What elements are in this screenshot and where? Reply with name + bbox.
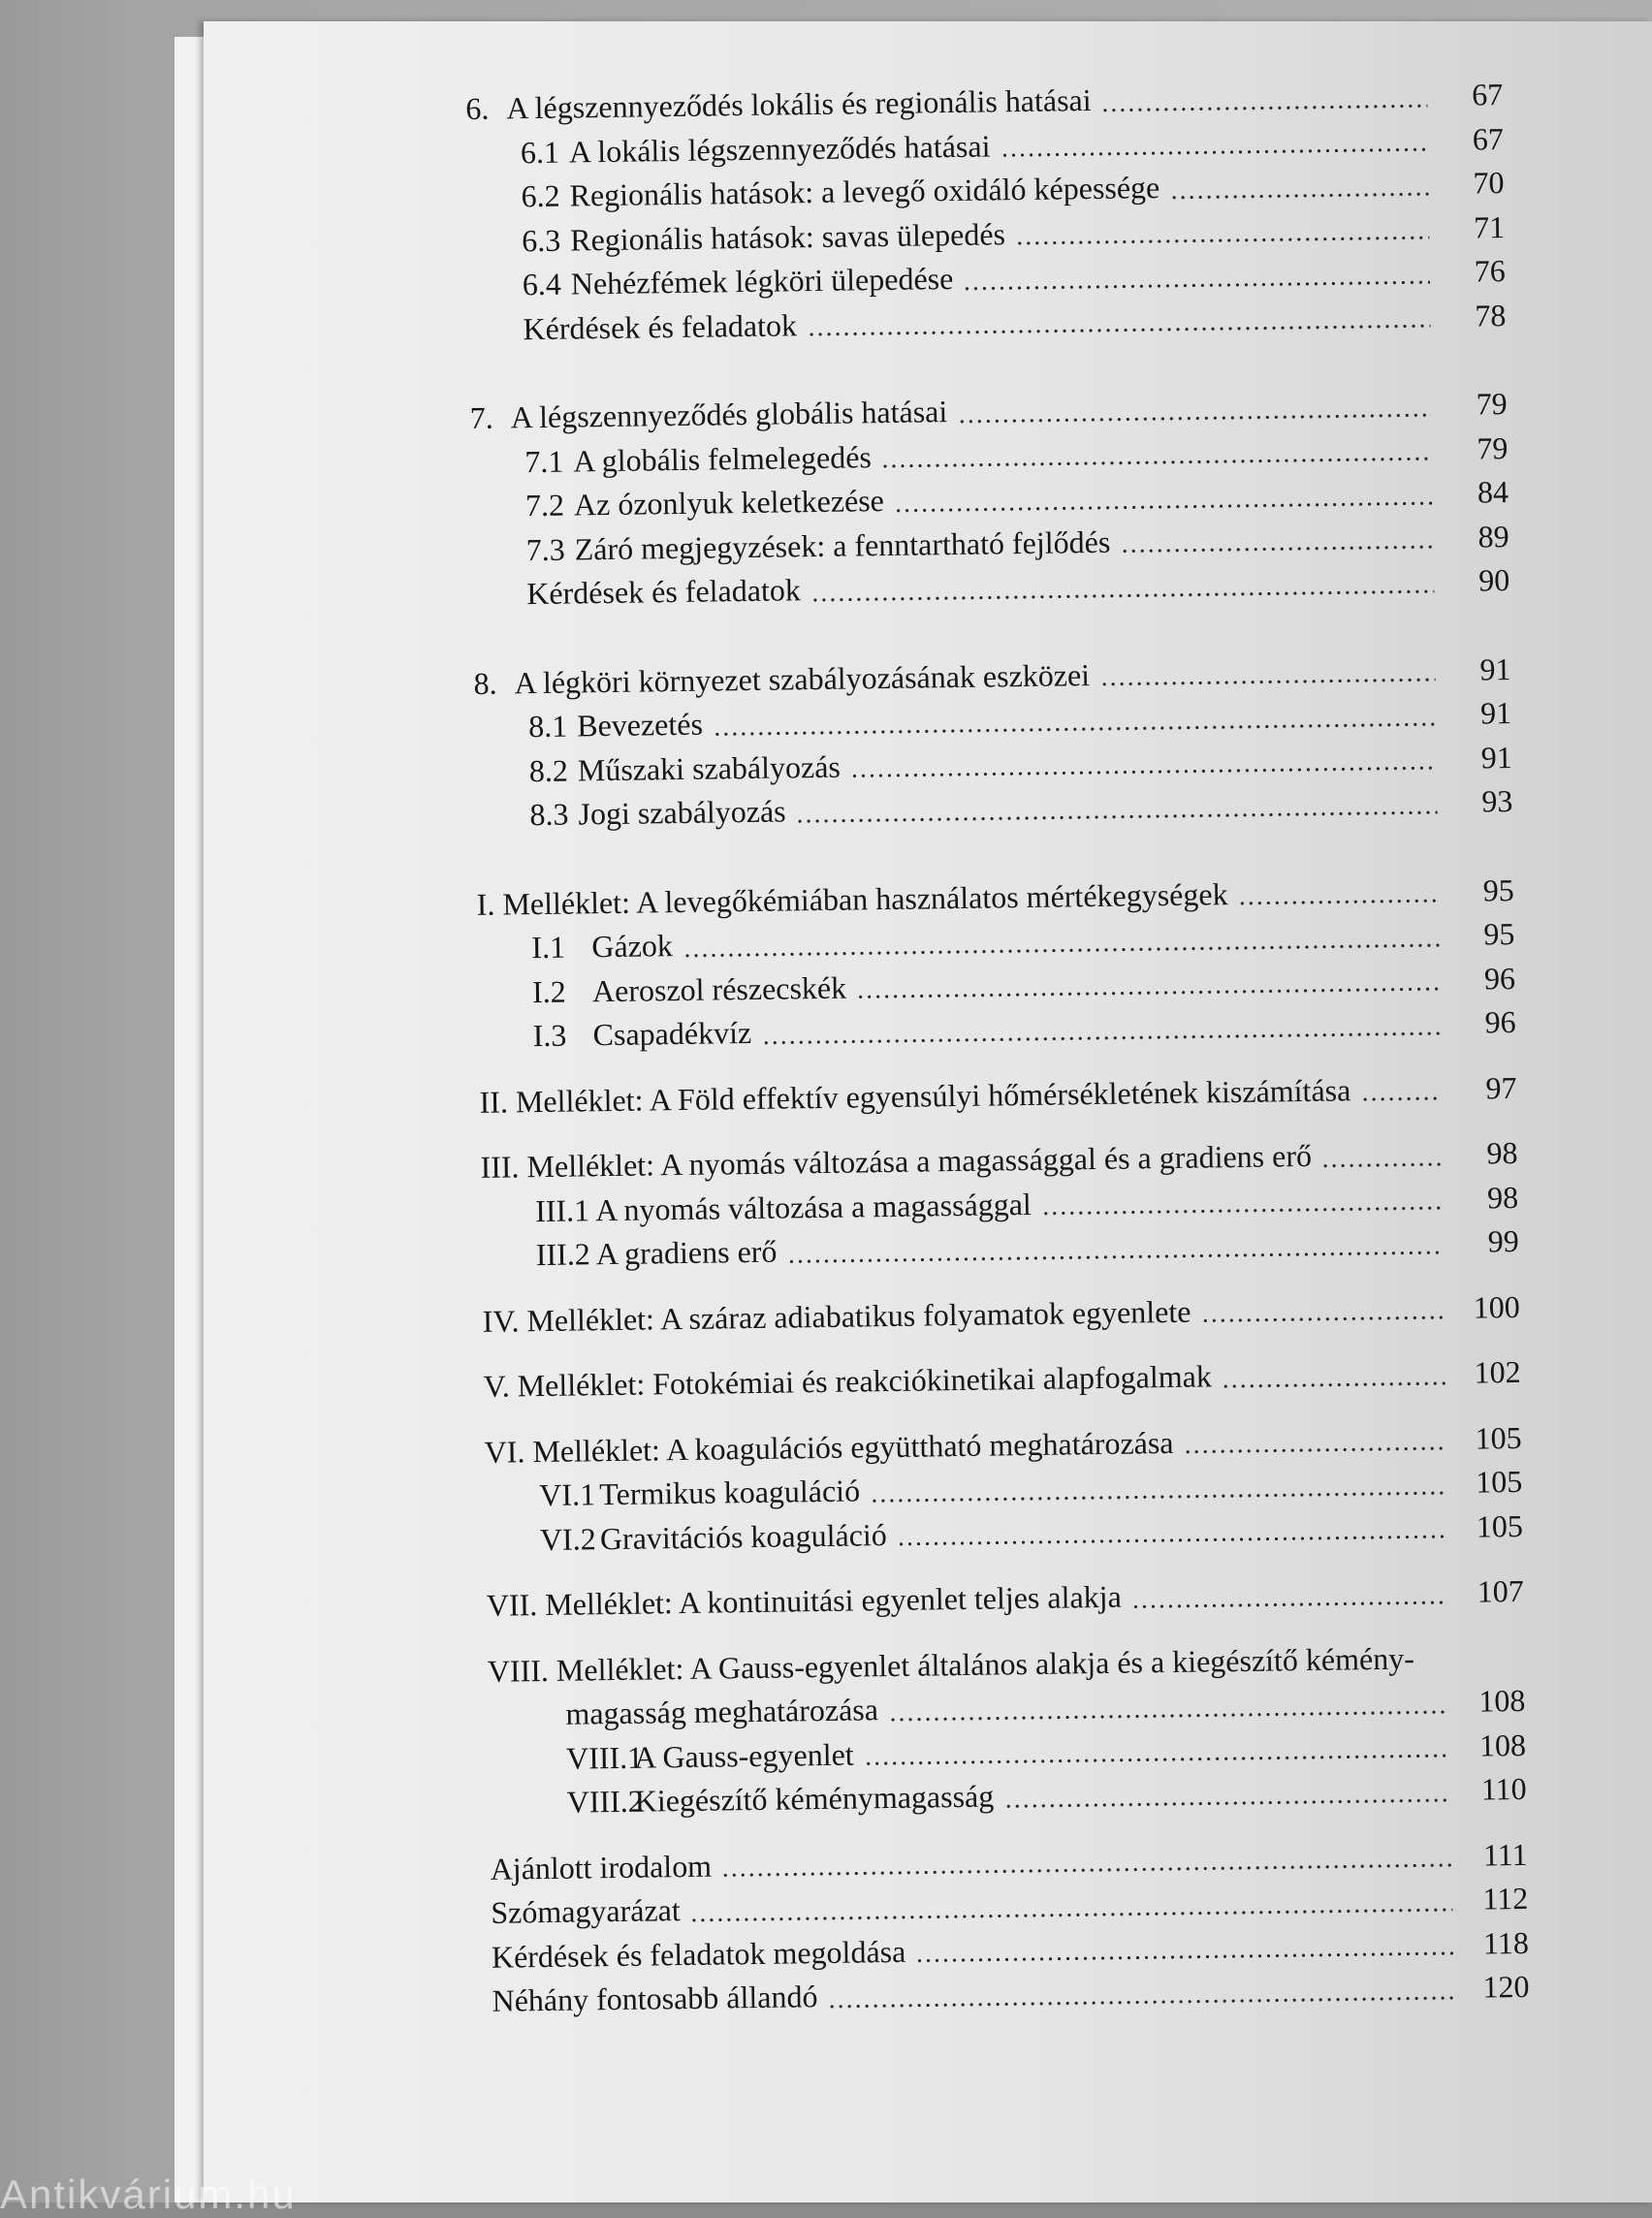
- entry-title: Nehézfémek légköri ülepedése: [570, 260, 954, 301]
- page-number: 91: [1480, 739, 1512, 775]
- entry-title: Záró megjegyzések: a fenntartható fejlődés: [574, 523, 1111, 566]
- entry-number: 6.: [465, 90, 490, 126]
- dot-leader: [957, 412, 1432, 425]
- entry-number: 6.1: [520, 134, 560, 170]
- dot-leader: [1201, 1315, 1445, 1324]
- dot-leader: [888, 1708, 1450, 1722]
- entry-title: Szómagyarázat: [491, 1892, 681, 1930]
- entry-title: Kérdések és feladatok: [526, 572, 802, 612]
- entry-number: I.3: [532, 1017, 567, 1054]
- page-number: 120: [1482, 1968, 1530, 2005]
- dot-leader: [881, 456, 1433, 469]
- entry-title: Kérdések és feladatok: [523, 306, 798, 346]
- entry-number: 7.1: [524, 443, 564, 479]
- page-number: 105: [1475, 1419, 1522, 1456]
- dot-leader: [963, 279, 1430, 292]
- page-number: 93: [1481, 782, 1513, 819]
- entry-title: VIII. Melléklet: A Gauss-egyenlet általános alakja és a kiegészítő kémény-: [487, 1639, 1415, 1689]
- dot-leader: [807, 323, 1430, 337]
- page-number: 105: [1476, 1507, 1524, 1544]
- page-number: 95: [1483, 915, 1515, 952]
- dot-leader: [1169, 191, 1428, 201]
- dot-leader: [1003, 1796, 1450, 1808]
- entry-number: I.1: [531, 929, 566, 966]
- entry-number: VIII.1: [565, 1739, 644, 1776]
- page-number: 96: [1484, 1003, 1516, 1040]
- entry-title: II. Melléklet: A Föld effektív egyensúlyi hőmérsékletének kiszámítása: [479, 1071, 1351, 1120]
- dot-leader: [1001, 146, 1429, 158]
- dot-leader: [721, 1862, 1452, 1879]
- entry-number: VI.1: [539, 1476, 596, 1513]
- table-of-contents: [465, 72, 1607, 2023]
- page-number: 70: [1473, 165, 1505, 201]
- dot-leader: [683, 942, 1439, 959]
- entry-title: A lokális légszennyeződés hatásai: [568, 127, 991, 170]
- entry-title: VII. Melléklet: A kontinuitási egyenlet teljes alakja: [486, 1578, 1122, 1623]
- page-number: 98: [1486, 1179, 1519, 1215]
- entry-title: Gravitációs koaguláció: [599, 1516, 888, 1556]
- dot-leader: [761, 1030, 1441, 1046]
- entry-title: A nyomás változása a magassággal: [594, 1186, 1032, 1227]
- dot-leader: [1238, 898, 1439, 906]
- entry-number: 6.3: [521, 222, 561, 258]
- entry-number: 8.2: [528, 752, 569, 788]
- page-number: 78: [1475, 297, 1507, 333]
- dot-leader: [1015, 235, 1429, 246]
- entry-number: 8.1: [527, 708, 568, 745]
- entry-title: III. Melléklet: A nyomás változása a magassággal és a gradiens erő: [480, 1137, 1313, 1185]
- dot-leader: [1131, 1599, 1448, 1609]
- watermark: Antikvárium.hu: [0, 2171, 297, 2217]
- page-number: 67: [1471, 77, 1504, 112]
- entry-title: A légszennyeződés globális hatásai: [510, 394, 948, 435]
- dot-leader: [1321, 1161, 1443, 1169]
- page-number: 112: [1482, 1880, 1529, 1917]
- dot-leader: [1041, 1205, 1443, 1217]
- entry-number: I.2: [531, 973, 566, 1009]
- dot-leader: [870, 1490, 1446, 1504]
- entry-title: Termikus koaguláció: [599, 1473, 861, 1512]
- page-number: 91: [1479, 694, 1512, 731]
- entry-number: 7.: [469, 399, 494, 435]
- page-number: 105: [1475, 1463, 1523, 1500]
- entry-number: 6.4: [522, 266, 562, 302]
- entry-title: Kiegészítő kéménymagasság: [634, 1778, 995, 1819]
- entry-title: A globális felmelegedés: [573, 438, 873, 478]
- dot-leader: [787, 1250, 1444, 1264]
- entry-title: VI. Melléklet: A koagulációs együttható meghatározása: [484, 1424, 1174, 1470]
- page-number: 67: [1472, 120, 1505, 156]
- dot-leader: [856, 986, 1440, 999]
- page-number: 79: [1477, 429, 1509, 465]
- dot-leader: [690, 1906, 1453, 1922]
- page-number: 108: [1478, 1727, 1527, 1763]
- page-number: 95: [1482, 871, 1514, 907]
- dot-leader: [850, 765, 1437, 778]
- entry-title: A Gauss-egyenlet: [633, 1736, 854, 1775]
- entry-title: Műszaki szabályozás: [577, 748, 842, 787]
- page-number: 91: [1479, 650, 1511, 686]
- entry-number: 7.3: [525, 531, 565, 567]
- entry-title: Csapadékvíz: [592, 1014, 752, 1053]
- entry-number: 7.2: [524, 487, 565, 523]
- entry-title: A gradiens erő: [595, 1233, 778, 1272]
- dot-leader: [713, 721, 1436, 737]
- entry-number: VIII.2: [566, 1783, 645, 1820]
- entry-title: Bevezetés: [576, 706, 704, 744]
- page-number: 110: [1480, 1770, 1527, 1807]
- entry-title: magasság meghatározása: [565, 1692, 879, 1731]
- page-number: 100: [1473, 1288, 1520, 1325]
- entry-title: Regionális hatások: savas ülepedés: [569, 215, 1006, 258]
- page-number: 99: [1487, 1222, 1519, 1259]
- entry-title: IV. Melléklet: A száraz adiabatikus folyamatok egyenlete: [482, 1293, 1191, 1339]
- page-number: 98: [1486, 1134, 1518, 1171]
- dot-leader: [828, 1994, 1454, 2009]
- entry-title: A légszennyeződés lokális és regionális hatásai: [506, 81, 1092, 126]
- entry-title: Kérdések és feladatok megoldása: [491, 1933, 906, 1975]
- entry-number: 6.2: [521, 177, 560, 214]
- entry-title: I. Melléklet: A levegőkémiában használatos mértékegységek: [476, 875, 1228, 922]
- dot-leader: [1120, 544, 1433, 554]
- dot-leader: [810, 588, 1434, 603]
- page-number: 111: [1482, 1836, 1528, 1873]
- page-number: 71: [1473, 208, 1506, 244]
- entry-number: III.1: [534, 1191, 590, 1228]
- dot-leader: [1101, 103, 1428, 113]
- entry-number: 8.: [473, 665, 497, 701]
- entry-title: Jogi szabályozás: [578, 793, 786, 832]
- page-number: 84: [1477, 474, 1509, 510]
- dot-leader: [1099, 677, 1436, 687]
- page-number: 89: [1477, 518, 1509, 554]
- entry-title: Aeroszol részecskék: [591, 969, 847, 1008]
- entry-number: VI.2: [539, 1520, 596, 1557]
- entry-number: 8.3: [529, 796, 569, 833]
- entry-title: Gázok: [591, 928, 674, 965]
- dot-leader: [796, 809, 1438, 824]
- entry-title: Regionális hatások: a levegő oxidáló képessége: [569, 170, 1160, 213]
- page-number: 97: [1485, 1069, 1517, 1105]
- dot-leader: [1360, 1095, 1441, 1102]
- dot-leader: [897, 1534, 1447, 1547]
- page-number: 90: [1477, 562, 1510, 598]
- page-number: 107: [1477, 1572, 1525, 1609]
- page-number: 102: [1474, 1353, 1521, 1390]
- entry-title: Az ózonlyuk keletkezése: [573, 483, 885, 523]
- page-number: 79: [1476, 386, 1508, 422]
- dot-leader: [894, 500, 1433, 514]
- page-number: 96: [1483, 960, 1516, 996]
- entry-number: III.2: [535, 1236, 591, 1273]
- dot-leader: [1184, 1445, 1446, 1455]
- entry-title: Ajánlott irodalom: [490, 1848, 713, 1886]
- entry-title: Néhány fontosabb állandó: [492, 1979, 818, 2018]
- entry-title: V. Melléklet: Fotokémiai és reakciókinetikai alapfogalmak: [483, 1358, 1213, 1404]
- page-number: 108: [1478, 1682, 1526, 1719]
- dot-leader: [915, 1950, 1453, 1964]
- page-number: 118: [1482, 1924, 1530, 1961]
- dot-leader: [864, 1753, 1450, 1766]
- page-number: 76: [1474, 253, 1506, 289]
- entry-title: A légköri környezet szabályozásának eszközei: [514, 656, 1091, 700]
- dot-leader: [1222, 1380, 1446, 1389]
